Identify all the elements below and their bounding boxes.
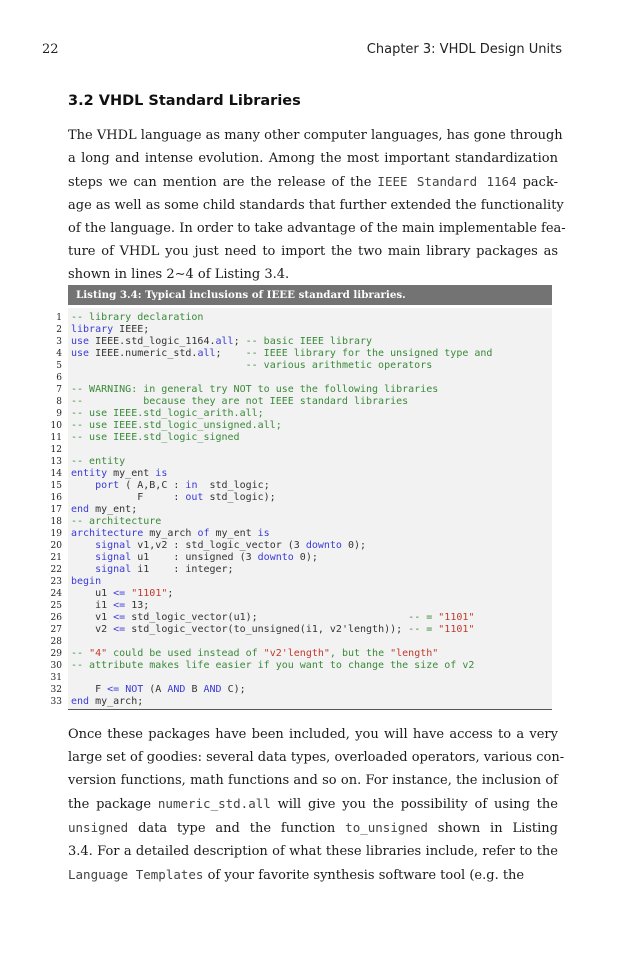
text-line [68, 840, 558, 863]
code-text [71, 480, 270, 492]
code-line [50, 636, 552, 648]
paragraph-goodies [68, 723, 565, 887]
line-number: 2 [56, 325, 62, 335]
code-line [50, 684, 552, 696]
text-run: a long and intense evolution. Among the most important standardization [68, 151, 558, 166]
text-run: shown in lines 2∼4 of Listing 3.4. [68, 267, 290, 282]
code-text [71, 612, 474, 624]
code-keyword: port [95, 480, 120, 491]
code-string: "length" [390, 648, 439, 659]
code-text [71, 384, 438, 396]
code-keyword: signal [95, 552, 132, 563]
code-listing [50, 308, 552, 710]
code-line [56, 360, 552, 372]
inline-code: IEEE Standard 1164 [377, 174, 517, 189]
code-token: std_logic; [197, 480, 270, 491]
code-keyword: <= [113, 612, 126, 623]
code-line [56, 408, 552, 420]
code-token: std_logic_vector(u1); [125, 612, 409, 623]
code-token: v1 [71, 612, 114, 623]
line-number: 31 [50, 673, 62, 683]
code-line [50, 540, 552, 552]
code-comment: , but the [329, 648, 391, 659]
code-keyword: NOT [125, 684, 144, 695]
code-line [50, 456, 552, 468]
section-title: 3.2 VHDL Standard Libraries [68, 93, 301, 109]
code-token: std_logic); [203, 492, 276, 503]
code-keyword: entity [71, 468, 108, 479]
inline-code: to_unsigned [345, 820, 428, 835]
code-string: "1101" [438, 612, 475, 623]
text-run: data type and the function [128, 821, 346, 836]
line-number: 29 [50, 649, 62, 659]
code-line [50, 600, 552, 612]
code-token: ( A,B,C : [119, 480, 186, 491]
text-run: will give you the possibility of using the [270, 797, 558, 812]
code-line [56, 312, 552, 324]
code-keyword: all [215, 336, 234, 347]
code-token: my_arch; [89, 696, 144, 707]
line-number: 17 [50, 505, 62, 515]
code-token: 13; [125, 600, 150, 611]
code-token: 0); [341, 540, 367, 551]
line-number: 5 [56, 361, 62, 371]
code-keyword: use [71, 348, 90, 359]
code-token: F : [71, 492, 186, 503]
code-keyword: architecture [71, 528, 144, 539]
line-number: 8 [56, 397, 62, 407]
line-number: 28 [50, 637, 62, 647]
code-keyword: <= [113, 588, 126, 599]
line-number: 25 [50, 601, 62, 611]
code-token [71, 564, 95, 575]
code-text [71, 600, 149, 612]
code-comment: -- use IEEE.std_logic_signed [71, 432, 240, 443]
code-comment: -- WARNING: in general try NOT to use the following libraries [71, 384, 439, 395]
code-token: v1,v2 : std_logic_vector (3 [131, 540, 306, 551]
code-text [71, 684, 246, 696]
text-line [68, 217, 566, 240]
line-number: 9 [56, 409, 62, 419]
code-keyword: AND [167, 684, 186, 695]
code-token: my_ent; [89, 504, 138, 515]
line-number: 12 [50, 445, 62, 455]
code-line [50, 576, 552, 588]
line-number: 32 [50, 685, 62, 695]
text-run: Once these packages have been included, you will have access to a very [68, 727, 558, 742]
code-token: IEEE.std_logic_1164. [89, 336, 216, 347]
line-number: 21 [50, 553, 62, 563]
code-token [71, 480, 95, 491]
line-number: 7 [56, 385, 62, 395]
line-number: 15 [50, 481, 62, 491]
code-comment: -- entity [71, 456, 126, 467]
line-number: 20 [50, 541, 62, 551]
code-keyword: is [155, 468, 168, 479]
line-number: 4 [56, 349, 62, 359]
code-token: u1 : unsigned (3 [131, 552, 258, 563]
code-text [71, 468, 167, 480]
code-keyword: end [71, 696, 90, 707]
code-comment: -- attribute makes life easier if you want to change the size of v2 [71, 660, 475, 671]
code-keyword: of [197, 528, 210, 539]
code-keyword: begin [71, 576, 102, 587]
code-string: "4" [89, 648, 108, 659]
code-line [56, 348, 552, 360]
code-token: (A [143, 684, 168, 695]
code-line [56, 372, 552, 384]
code-token: u1 [71, 588, 114, 599]
code-token: ; [167, 588, 174, 599]
code-keyword: <= [113, 624, 126, 635]
code-keyword: signal [95, 540, 132, 551]
text-line [68, 723, 558, 746]
code-keyword: downto [305, 540, 342, 551]
text-run: of the language. In order to take advantage of the main implementable fea- [68, 221, 566, 236]
code-keyword: end [71, 504, 90, 515]
text-line [68, 240, 558, 263]
code-text [71, 408, 264, 420]
code-string: "v2'length" [263, 648, 330, 659]
code-text [71, 396, 408, 408]
code-line [50, 504, 552, 516]
code-text [71, 492, 276, 504]
line-number: 22 [50, 565, 62, 575]
code-comment: could be used instead of [107, 648, 264, 659]
line-number: 33 [50, 697, 62, 707]
line-number: 16 [50, 493, 62, 503]
code-line [50, 552, 552, 564]
code-line [50, 516, 552, 528]
code-keyword: use [71, 336, 90, 347]
text-run: steps we can mention are the release of the [68, 175, 378, 190]
code-token [71, 552, 95, 563]
code-line [56, 396, 552, 408]
text-run: pack- [516, 175, 558, 190]
line-number: 26 [50, 613, 62, 623]
inline-code: numeric_std.all [157, 796, 271, 811]
code-line [50, 696, 552, 708]
code-comment: -- because they are not IEEE standard libraries [71, 396, 409, 407]
code-comment: -- architecture [71, 516, 162, 527]
code-keyword: library [71, 324, 114, 335]
code-token: IEEE; [113, 324, 150, 335]
code-text [71, 312, 203, 324]
text-run: ture of VHDL you just need to import the two main library packages as [68, 244, 558, 259]
text-run: of your favorite synthesis software tool (e.g. the [203, 868, 525, 883]
line-number: 19 [50, 529, 62, 539]
line-number: 10 [50, 421, 62, 431]
code-line [50, 420, 552, 432]
code-keyword: is [257, 528, 270, 539]
text-line [68, 746, 565, 769]
code-line [50, 624, 552, 636]
chapter-header: Chapter 3: VHDL Design Units [366, 42, 562, 57]
listing-caption: Listing 3.4: Typical inclusions of IEEE standard libraries. [68, 285, 552, 305]
line-number: 13 [50, 457, 62, 467]
text-run: version functions, math functions and so on. For instance, the inclusion of [68, 773, 558, 788]
code-text [71, 588, 173, 600]
code-comment: -- library declaration [71, 312, 204, 323]
code-text [71, 336, 372, 348]
code-line [50, 648, 552, 660]
line-number: 24 [50, 589, 62, 599]
line-number: 3 [56, 337, 62, 347]
code-line [50, 432, 552, 444]
code-token: IEEE.numeric_std. [89, 348, 198, 359]
code-comment: -- IEEE library for the unsigned type and [245, 348, 493, 359]
code-comment: -- [71, 648, 90, 659]
code-line [56, 336, 552, 348]
code-token: B [185, 684, 204, 695]
code-line [50, 468, 552, 480]
code-keyword: signal [95, 564, 132, 575]
code-comment: -- basic IEEE library [245, 336, 373, 347]
code-keyword: <= [113, 600, 126, 611]
code-keyword: <= [107, 684, 120, 695]
line-number: 1 [56, 313, 62, 323]
line-number: 11 [50, 433, 62, 443]
text-line [68, 170, 558, 194]
code-token: 0); [293, 552, 318, 563]
code-string: "1101" [438, 624, 475, 635]
code-text [71, 696, 143, 708]
line-number: 6 [56, 373, 62, 383]
page-number: 22 [42, 42, 59, 57]
line-number: 23 [50, 577, 62, 587]
code-token: i1 [71, 600, 114, 611]
code-keyword: all [197, 348, 216, 359]
code-keyword: AND [203, 684, 222, 695]
text-line [68, 263, 558, 286]
code-string: "1101" [131, 588, 168, 599]
code-token: v2 [71, 624, 114, 635]
text-line [68, 863, 558, 887]
text-line [68, 194, 564, 217]
text-run: the package [68, 797, 158, 812]
code-token: i1 : integer; [131, 564, 234, 575]
code-text [71, 516, 161, 528]
code-token: ; [233, 336, 246, 347]
paragraph-intro [68, 124, 566, 286]
text-line [68, 124, 563, 147]
text-run: The VHDL language as many other computer languages, has gone through [68, 128, 563, 143]
code-token [71, 360, 246, 371]
code-token: std_logic_vector(to_unsigned(i1, v2'length)); [125, 624, 409, 635]
code-comment: -- = [408, 612, 439, 623]
code-token [71, 540, 95, 551]
text-run: large set of goodies: several data types, overloaded operators, various con- [68, 750, 565, 765]
line-number: 30 [50, 661, 62, 671]
code-text [71, 576, 101, 588]
code-text [71, 360, 432, 372]
inline-code: unsigned [68, 820, 129, 835]
code-text [71, 540, 366, 552]
code-text [71, 348, 492, 360]
code-text [71, 564, 234, 576]
text-run: age as well as some child standards that further extended the functionality [68, 198, 564, 213]
code-text [71, 528, 270, 540]
text-run: 3.4. For a detailed description of what these libraries include, refer to the [68, 844, 558, 859]
code-line [56, 384, 552, 396]
code-text [71, 624, 474, 636]
code-text [71, 420, 282, 432]
code-line [50, 660, 552, 672]
code-text [71, 552, 318, 564]
text-line [68, 147, 558, 170]
code-text [71, 456, 125, 468]
code-line [50, 528, 552, 540]
code-text [71, 660, 474, 672]
line-number: 27 [50, 625, 62, 635]
code-line [50, 444, 552, 456]
inline-code: Language Templates [68, 867, 204, 882]
code-line [50, 612, 552, 624]
code-line [56, 324, 552, 336]
code-keyword: out [185, 492, 204, 503]
code-text [71, 504, 137, 516]
text-line [68, 769, 558, 792]
code-keyword: in [185, 480, 198, 491]
code-keyword: downto [257, 552, 294, 563]
line-number: 18 [50, 517, 62, 527]
code-line [50, 492, 552, 504]
line-number: 14 [50, 469, 62, 479]
code-token: F [71, 684, 108, 695]
code-comment: -- use IEEE.std_logic_arith.all; [71, 408, 264, 419]
code-comment: -- = [408, 624, 439, 635]
text-line [68, 792, 558, 816]
code-token: my_ent [107, 468, 156, 479]
code-line [50, 480, 552, 492]
code-line [50, 672, 552, 684]
code-token: ; [215, 348, 246, 359]
code-text [71, 648, 438, 660]
text-run: shown in Listing [427, 821, 558, 836]
code-line [50, 588, 552, 600]
code-token: C); [221, 684, 246, 695]
code-line [50, 564, 552, 576]
code-text [71, 432, 240, 444]
code-comment: -- various arithmetic operators [245, 360, 433, 371]
code-text [71, 324, 149, 336]
code-token: my_arch [143, 528, 198, 539]
code-comment: -- use IEEE.std_logic_unsigned.all; [71, 420, 282, 431]
text-line [68, 816, 558, 840]
code-token: my_ent [209, 528, 258, 539]
